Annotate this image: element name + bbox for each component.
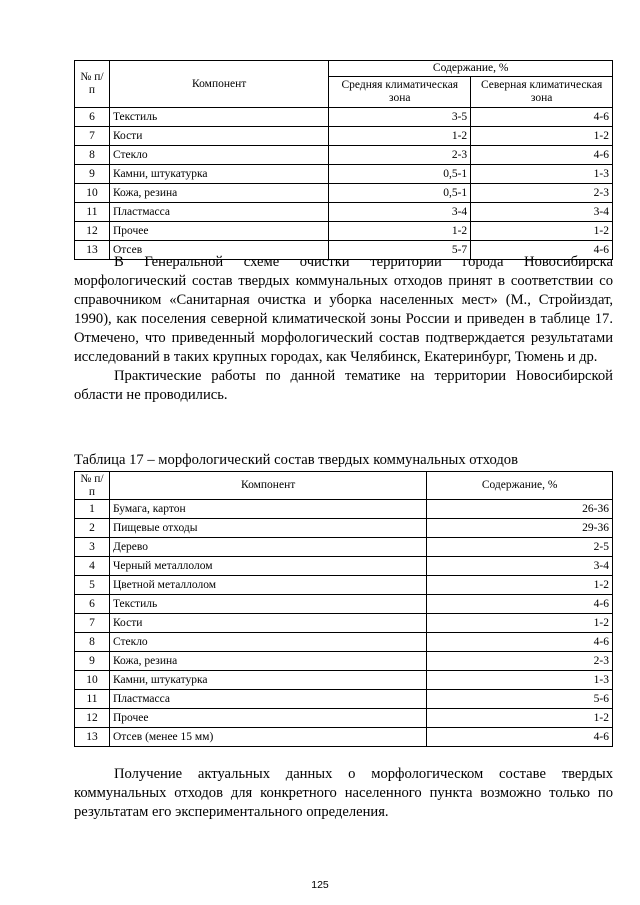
paragraph-3: Получение актуальных данных о морфологическом составе твердых коммунальных отходов для конкретного населенного пункта возможно только по результатам его экспериментального определения. — [74, 766, 613, 820]
table-row — [75, 165, 613, 184]
table-row — [75, 184, 613, 203]
cell-component: Отсев — [109, 241, 328, 260]
cell-content: 2-5 — [427, 538, 613, 557]
paragraph-conclusion — [74, 765, 613, 822]
cell-num: 2 — [75, 519, 110, 538]
cell-num: 11 — [75, 203, 110, 222]
cell-num: 9 — [75, 652, 110, 671]
cell-content: 29-36 — [427, 519, 613, 538]
cell-component: Дерево — [109, 538, 426, 557]
cell-zone-mid: 1-2 — [329, 127, 471, 146]
cell-num: 3 — [75, 538, 110, 557]
cell-num: 1 — [75, 500, 110, 519]
cell-zone-mid: 5-7 — [329, 241, 471, 260]
cell-zone-mid: 3-4 — [329, 203, 471, 222]
cell-zone-mid: 3-5 — [329, 108, 471, 127]
cell-content: 4-6 — [427, 633, 613, 652]
table-row — [75, 538, 613, 557]
cell-zone-mid: 1-2 — [329, 222, 471, 241]
cell-zone-north: 1-3 — [471, 165, 613, 184]
cell-zone-mid: 0,5-1 — [329, 165, 471, 184]
cell-component: Камни, штукатурка — [109, 671, 426, 690]
table-row — [75, 614, 613, 633]
cell-content: 4-6 — [427, 728, 613, 747]
col-header-content: Содержание, % — [329, 61, 613, 77]
cell-zone-north: 4-6 — [471, 108, 613, 127]
cell-zone-mid: 0,5-1 — [329, 184, 471, 203]
table-row — [75, 222, 613, 241]
cell-num: 12 — [75, 709, 110, 728]
cell-zone-north: 1-2 — [471, 127, 613, 146]
cell-num: 4 — [75, 557, 110, 576]
cell-component: Кожа, резина — [109, 652, 426, 671]
paragraph-1: В Генеральной схеме очистки территории города Новосибирска морфологический состав твердых коммунальных отходов принят в соответствии со справочником «Санитарная очистка и уборка населенных мест» (М., Стройиздат, 1990), как поселения северной климатической зоны России и приведен в таблице 17. Отмечено, что приведенный морфологический состав подтверждается результатами исследований в таких крупных городах, как Челябинск, Екатеринбург, Тюмень и др. — [74, 254, 613, 365]
table-row — [75, 203, 613, 222]
cell-zone-north: 2-3 — [471, 184, 613, 203]
table-17-composition — [74, 471, 613, 747]
cell-component: Прочее — [109, 709, 426, 728]
cell-content: 5-6 — [427, 690, 613, 709]
cell-num: 13 — [75, 728, 110, 747]
cell-component: Пищевые отходы — [109, 519, 426, 538]
cell-component: Пластмасса — [109, 203, 328, 222]
cell-content: 1-3 — [427, 671, 613, 690]
table-17-caption: Таблица 17 – морфологический состав твердых коммунальных отходов — [74, 452, 518, 468]
cell-content: 2-3 — [427, 652, 613, 671]
col-header-zone-north: Северная климатическая зона — [471, 77, 613, 108]
page-number: 125 — [311, 879, 329, 891]
table-row — [75, 652, 613, 671]
cell-component: Камни, штукатурка — [109, 165, 328, 184]
cell-content: 1-2 — [427, 614, 613, 633]
cell-component: Кости — [109, 614, 426, 633]
cell-num: 9 — [75, 165, 110, 184]
cell-content: 1-2 — [427, 709, 613, 728]
col-header-component: Компонент — [109, 472, 426, 500]
cell-zone-north: 4-6 — [471, 241, 613, 260]
cell-num: 6 — [75, 108, 110, 127]
cell-component: Текстиль — [109, 595, 426, 614]
table-row — [75, 595, 613, 614]
table-row — [75, 671, 613, 690]
table-row — [75, 690, 613, 709]
cell-zone-mid: 2-3 — [329, 146, 471, 165]
cell-content: 3-4 — [427, 557, 613, 576]
cell-content: 4-6 — [427, 595, 613, 614]
table-row — [75, 709, 613, 728]
cell-component: Черный металлолом — [109, 557, 426, 576]
cell-component: Стекло — [109, 633, 426, 652]
cell-num: 5 — [75, 576, 110, 595]
cell-num: 10 — [75, 671, 110, 690]
col-header-component: Компонент — [109, 61, 328, 108]
cell-num: 7 — [75, 614, 110, 633]
table-row — [75, 500, 613, 519]
cell-zone-north: 4-6 — [471, 146, 613, 165]
table-row — [75, 108, 613, 127]
cell-zone-north: 3-4 — [471, 203, 613, 222]
cell-component: Прочее — [109, 222, 328, 241]
cell-num: 7 — [75, 127, 110, 146]
cell-num: 13 — [75, 241, 110, 260]
cell-component: Цветной металлолом — [109, 576, 426, 595]
cell-component: Отсев (менее 15 мм) — [109, 728, 426, 747]
cell-num: 6 — [75, 595, 110, 614]
cell-zone-north: 1-2 — [471, 222, 613, 241]
table-row — [75, 728, 613, 747]
table-row — [75, 127, 613, 146]
cell-num: 8 — [75, 146, 110, 165]
table-row — [75, 576, 613, 595]
cell-num: 12 — [75, 222, 110, 241]
paragraph-general-scheme — [74, 253, 613, 405]
table-north-zone-composition — [74, 60, 613, 260]
paragraph-2: Практические работы по данной тематике на территории Новосибирской области не проводились. — [74, 368, 613, 403]
cell-component: Кожа, резина — [109, 184, 328, 203]
table-row — [75, 633, 613, 652]
cell-component: Пластмасса — [109, 690, 426, 709]
col-header-zone-mid: Средняя климатическая зона — [329, 77, 471, 108]
cell-content: 26-36 — [427, 500, 613, 519]
col-header-content: Содержание, % — [427, 472, 613, 500]
cell-component: Текстиль — [109, 108, 328, 127]
col-header-num: № п/п — [75, 61, 110, 108]
cell-num: 10 — [75, 184, 110, 203]
table-row — [75, 146, 613, 165]
cell-num: 8 — [75, 633, 110, 652]
cell-component: Кости — [109, 127, 328, 146]
cell-component: Бумага, картон — [109, 500, 426, 519]
table-row — [75, 557, 613, 576]
cell-component: Стекло — [109, 146, 328, 165]
cell-num: 11 — [75, 690, 110, 709]
col-header-num: № п/п — [75, 472, 110, 500]
cell-content: 1-2 — [427, 576, 613, 595]
table-row — [75, 519, 613, 538]
